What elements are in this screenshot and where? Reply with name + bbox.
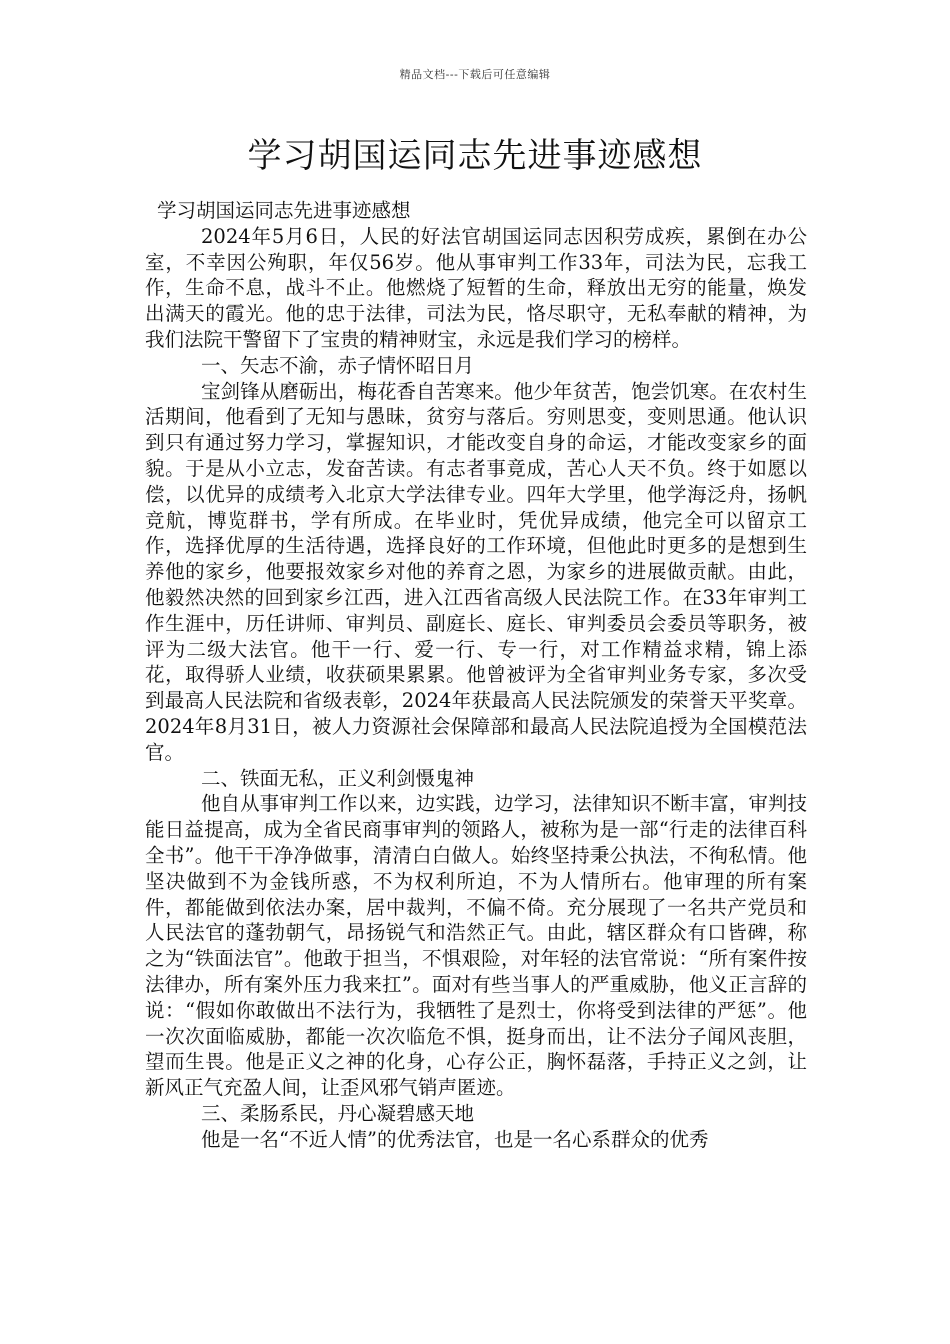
body-subtitle: 学习胡国运同志先进事迹感想 <box>157 199 411 222</box>
paragraph-section-3: 他是一名“不近人情”的优秀法官，也是一名心系群众的优秀 <box>201 1127 709 1151</box>
paragraph-section-1: 宝剑锋从磨砺出，梅花香自苦寒来。他少年贫苦，饱尝饥寒。在农村生活期间，他看到了无知与愚昧，贫穷与落后。穷则思变，变则思通。他认识到只有通过努力学习，掌握知识，才能改变自身的命运，才能改变家乡的面貌。于是从小立志，发奋苦读。有志者事竟成，苦心人天不负。终于如愿以偿，以优异的成绩考入北京大学法律专业。四年大学里，他学海泛舟，扬帆竞航，博览群书，学有所成。在毕业时，凭优异成绩，他完全可以留京工作，选择优厚的生活待遇，选择良好的工作环境，但他此时更多的是想到生养他的家乡，他要报效家乡对他的养育之恩，为家乡的进展做贡献。由此，他毅然决然的回到家乡江西，进入江西省高级人民法院工作。在33年审判工作生涯中，历任讲师、审判员、副庭长、庭长、审判委员会委员等职务，被评为二级大法官。他干一行、爱一行、专一行，对工作精益求精，锦上添花，取得骄人业绩，收获硕果累累。他曾被评为全省审判业务专家，多次受到最高人民法院和省级表彰，2024年获最高人民法院颁发的荣誉天平奖章。2024年8月31日，被人力资源社会保障部和最高人民法院追授为全国模范法官。 <box>145 379 807 764</box>
document-title: 学习胡国运同志先进事迹感想 <box>247 136 703 176</box>
section-heading-3: 三、柔肠系民，丹心凝碧感天地 <box>201 1101 475 1125</box>
header-note: 精品文档---下载后可任意编辑 <box>399 68 551 81</box>
section-heading-2: 二、铁面无私，正义利剑慑鬼神 <box>201 766 475 790</box>
paragraph-section-2: 他自从事审判工作以来，边实践，边学习，法律知识不断丰富，审判技能日益提高，成为全省民商事审判的领路人，被称为是一部“行走的法律百科全书”。他干干净净做事，清清白白做人。始终坚持秉公执法，不徇私情。他坚决做到不为金钱所惑，不为权利所迫，不为人情所右。他审理的所有案件，都能做到依法办案，居中裁判，不偏不倚。充分展现了一名共产党员和人民法官的蓬勃朝气，昂扬锐气和浩然正气。由此，辖区群众有口皆碑，称之为“铁面法官”。他敢于担当，不惧艰险，对年轻的法官常说：“所有案件按法律办，所有案外压力我来扛”。面对有些当事人的严重威胁，他义正言辞的说：“假如你敢做出不法行为，我牺牲了是烈士，你将受到法律的严惩”。他一次次面临威胁，都能一次次临危不惧，挺身而出，让不法分子闻风丧胆，望而生畏。他是正义之神的化身，心存公正，胸怀磊落，手持正义之剑，让新风正气充盈人间，让歪风邪气销声匿迹。 <box>145 792 807 1100</box>
section-heading-1: 一、矢志不渝，赤子情怀昭日月 <box>201 353 475 377</box>
paragraph-intro: 2024年5月6日，人民的好法官胡国运同志因积劳成疾，累倒在办公室，不幸因公殉职，年仅56岁。他从事审判工作33年，司法为民，忘我工作，生命不息，战斗不止。他燃烧了短暂的生命，释放出无穷的能量，焕发出满天的霞光。他的忠于法律，司法为民，恪尽职守，无私奉献的精神，为我们法院干警留下了宝贵的精神财宝，永远是我们学习的榜样。 <box>145 224 807 351</box>
document-body <box>145 198 807 1152</box>
